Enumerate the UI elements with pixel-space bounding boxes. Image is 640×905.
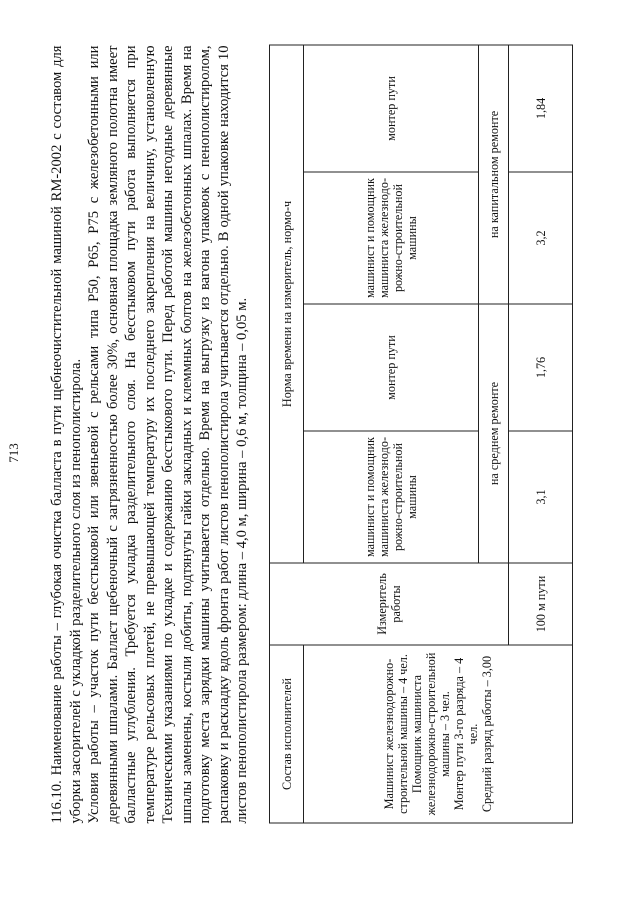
norm-value: 1,84 (509, 44, 573, 171)
unit-value: 100 м пути (509, 563, 573, 645)
subheader-machinist-capital: машинист и помощник машиниста железнодо-рожно-строительной машины (304, 172, 479, 304)
group-capital-repair: на капитальном ремонте (479, 44, 509, 303)
composition-line: Помощник машиниста железнодорожно-строительной машины – 3 чел. (410, 652, 452, 815)
norm-table (269, 44, 573, 823)
subheader-trackman-capital: монтер пути (304, 44, 479, 171)
norm-value: 1,76 (509, 304, 573, 431)
page-number: 713 (6, 442, 21, 463)
subheader-trackman-medium: монтер пути (304, 304, 479, 431)
norm-value: 3,1 (509, 431, 573, 563)
group-medium-repair: на среднем ремонте (479, 304, 509, 563)
header-unit: Измеритель работы (270, 563, 509, 645)
composition-line: Машинист железнодорожно-строительной машины – 4 чел. (382, 653, 410, 814)
work-title-paragraph: 116.10. Наименование работы – глубокая очистка балласта в пути щебнеочистительной машиной RM-2002 с составом для уборки засорителей с укладкой разделительного слоя из пенополистирола. (49, 45, 84, 823)
body-text (48, 45, 252, 823)
header-composition: Состав исполнителей (270, 645, 304, 823)
header-norm: Норма времени на измеритель, нормо-ч (270, 44, 304, 562)
norm-value: 3,2 (509, 172, 573, 304)
composition-cell (304, 645, 573, 823)
composition-line: Монтер пути 3-го разряда – 4 чел. (452, 657, 480, 810)
composition-line: Средний разряд работы – 3,00 (480, 655, 494, 812)
work-conditions-paragraph: Условия работы – участок пути бесстыковой или звеньевой с рельсами типа Р50, Р65, Р75 с железобетонными или деревянными шпалами. Балласт щебеночный с загрязненностью более 30%, основная площадка земляного полотна имеет балластные углубления. Требуется укладка разделительного слоя. На бесстыковом пути работа выполняется при температуре рельсовых плетей, не превышающей температуру их последнего закрепления на величину, установленную Техническими указаниями по укладке и содержанию бесстыкового пути. Перед работой машины негодные деревянные шпалы заменены, костыли добиты, подтянуты гайки закладных и клеммных болтов на железобетонных шпалах. Время на подготовку места зарядки машины учитывается отдельно. Время на выгрузку из вагона упаковок с пенополистиролом, распаковку и раскладку вдоль фронта работ листов пенополистирола учитывается отдельно. В одной упаковке находится 10 листов пенополистирола размером: длина – 4,0 м, ширина – 0,6 м, толщина – 0,05 м. (86, 45, 250, 823)
subheader-machinist-medium: машинист и помощник машиниста железнодо-рожно-строительной машины (304, 431, 479, 563)
